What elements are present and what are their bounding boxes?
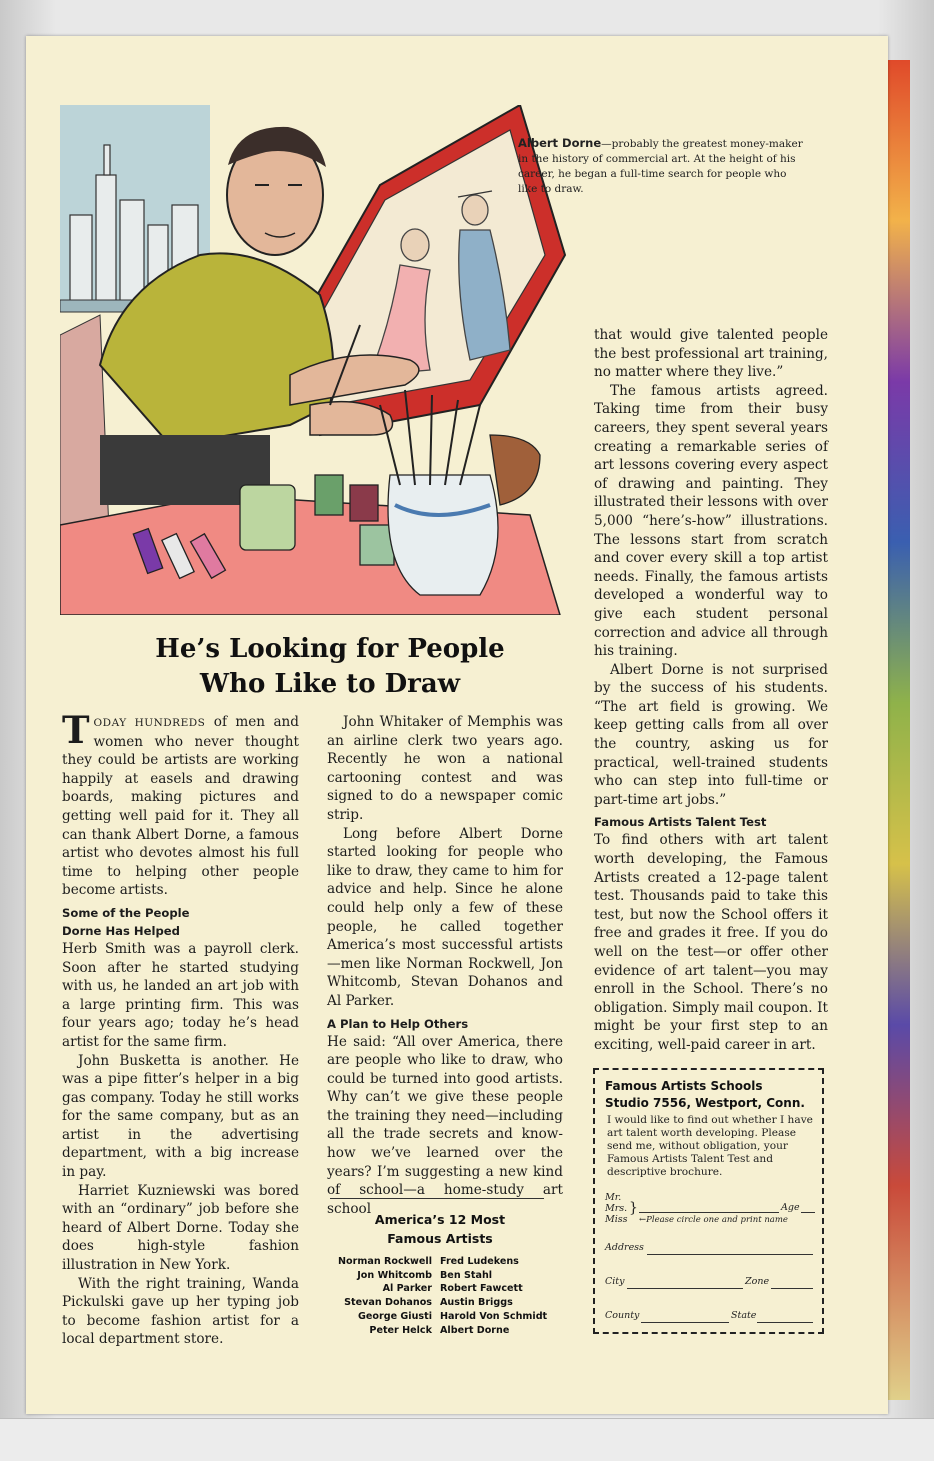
circle-note-text: Please circle one and print name: [646, 1215, 788, 1225]
subheading: A Plan to Help Others: [327, 1016, 469, 1031]
body-column-1: [62, 708, 300, 1349]
name-field[interactable]: [639, 1212, 779, 1213]
zone-field[interactable]: [771, 1288, 813, 1289]
artists-heading-line-2: Famous Artists: [387, 1231, 493, 1246]
artist-name: Fred Ludekens: [440, 1256, 519, 1267]
slab-bottom-edge: [0, 1418, 934, 1461]
salutation-options[interactable]: [605, 1192, 628, 1225]
salutation-miss[interactable]: Miss: [605, 1214, 628, 1225]
paragraph: Herb Smith was a payroll clerk. Soon after he started studying with us, he landed an art job with a large printing firm. This was four years ago; today he’s head artist for the same firm.: [62, 940, 299, 1050]
city-label: City: [605, 1276, 625, 1287]
paragraph: John Whitaker of Memphis was an airline clerk two years ago. Recently he won a national cartooning contest and was signed to do a newspaper comic strip.: [327, 714, 563, 823]
age-label: Age: [781, 1202, 800, 1213]
adjacent-cover-art-strip: [888, 60, 910, 1400]
paragraph: Harriet Kuzniewski was bored with an “ordinary” job before she heard of Albert Dorne. Today she does high-style fashion illustration in New York.: [62, 1182, 299, 1274]
paragraph: that would give talented people the best professional art training, no matter where they live.”: [594, 327, 828, 381]
coupon-title-line-1: Famous Artists Schools: [605, 1079, 763, 1093]
circle-note: ←Please circle one and print name: [639, 1215, 788, 1225]
artist-name: Norman Rockwell: [338, 1256, 432, 1267]
artists-heading-line-1: America’s 12 Most: [374, 1212, 506, 1227]
caption-text: —probably the greatest money-maker in the history of commercial art. At the height of his career, he began a full-time search for people who like to draw.: [518, 138, 803, 195]
paragraph: John Busketta is another. He was a pipe fitter’s helper in a big gas company. Today he still works for the same company, but as an artist in the advertising department, with a big increase in pay.: [62, 1052, 299, 1181]
coupon-body-text: I would like to find out whether I have art talent worth developing. Please send me, without obligation, your Famous Artists Talent Test and descriptive brochure.: [607, 1114, 813, 1178]
artist-name: George Giusti: [358, 1310, 432, 1322]
caption-name: Albert Dorne: [518, 136, 602, 150]
county-field[interactable]: [641, 1322, 729, 1323]
brace-glyph: }: [629, 1200, 638, 1216]
paragraph: He said: “All over America, there are people who like to draw, who could be turned into good artists. Why can’t we give these people the training they need—including all the trade secrets and know-how we’ve learned over the years? I’m suggesting a new kind of school—a home-study art school: [327, 1033, 563, 1217]
artists-box-heading: [330, 1210, 550, 1248]
state-label: State: [731, 1310, 757, 1321]
divider-rule: [330, 1198, 544, 1199]
artist-name: Jon Whitcomb: [357, 1269, 432, 1281]
lead-small-caps: ODAY HUNDREDS: [93, 717, 206, 729]
age-field[interactable]: [801, 1212, 815, 1213]
artist-name: Stevan Dohanos: [344, 1297, 432, 1309]
artist-name: Robert Fawcett: [440, 1283, 523, 1295]
artist-name: Al Parker: [382, 1283, 432, 1295]
paragraph: The famous artists agreed. Taking time from their busy careers, they spent several years creating a remarkable series of art lessons covering every aspect of drawing and painting. They illustrated their lessons with over 5,000 “here’s-how” illustrations. The lessons start from scratch and cover every skill a top artist needs. Finally, the famous artists developed a wonderful way to give each student personal correction and advice all through his training.: [594, 382, 828, 660]
coupon-title: [605, 1078, 805, 1112]
salutation-mrs[interactable]: Mrs.: [605, 1203, 628, 1214]
paragraph-text: of men and women who never thought they could be artists are working happily at easels and drawing boards, making pictures and getting well paid for it. They all can thank Albert Dorne, a famous artist who devotes almost his full time to helping other people become artists.: [62, 714, 300, 899]
city-field[interactable]: [627, 1288, 743, 1289]
state-field[interactable]: [757, 1322, 813, 1323]
illustration-caption: [518, 136, 808, 197]
artist-name: Ben Stahl: [440, 1269, 493, 1281]
subheading-line-2: Dorne Has Helped: [62, 923, 180, 938]
paragraph: [62, 708, 300, 900]
address-field[interactable]: [647, 1254, 813, 1255]
body-column-2: [327, 713, 563, 1218]
famous-artists-list: [318, 1255, 568, 1337]
paragraph: Long before Albert Dorne started looking for people who like to draw, they came to him for advice and help. Since he alone could help only a few of these people, he called together America’s most successful artists—men like Norman Rockwell, Jon Whitcomb, Stevan Dohanos and Al Parker.: [327, 825, 563, 1009]
artist-name: Peter Helck: [369, 1324, 432, 1336]
artist-row: [318, 1282, 568, 1296]
paragraph: To find others with art talent worth developing, the Famous Artists created a 12-page talent test. Thousands paid to take this test, but now the School offers it free and grades it free. If you do well on the test—or offer other evidence of art talent—you may enroll in the School. There’s no obligation. Simply mail coupon. It might be your first step to an exciting, well-paid career in art.: [594, 832, 828, 1053]
salutation-mr[interactable]: Mr.: [605, 1192, 622, 1203]
zone-label: Zone: [745, 1276, 770, 1287]
headline-line-1: He’s Looking for People: [155, 634, 505, 664]
drop-cap: T: [62, 708, 90, 752]
artist-name: Harold Von Schmidt: [440, 1310, 548, 1322]
subheading: [62, 904, 299, 940]
mail-in-coupon[interactable]: [593, 1068, 824, 1334]
body-column-3: [594, 326, 828, 1055]
subheading-line-1: Some of the People: [62, 905, 190, 920]
paragraph: Albert Dorne is not surprised by the success of his students. “The art field is growing. We keep getting calls from all over the country, asking us for practical, well-trained students who can step into full-time or part-time art jobs.”: [594, 661, 828, 808]
paragraph: With the right training, Wanda Pickulski gave up her typing job to become fashion artist for a local department store.: [62, 1275, 299, 1348]
ad-headline: [80, 632, 580, 702]
artist-name: Austin Briggs: [440, 1297, 513, 1309]
subheading: Famous Artists Talent Test: [594, 815, 767, 830]
artist-row: [318, 1255, 568, 1269]
coupon-title-line-2: Studio 7556, Westport, Conn.: [605, 1096, 805, 1110]
artist-name: Albert Dorne: [440, 1324, 510, 1336]
county-label: County: [605, 1310, 640, 1321]
artist-row: [318, 1269, 568, 1283]
address-label: Address: [605, 1242, 644, 1253]
artist-row: [318, 1324, 568, 1338]
artist-illustration: [60, 105, 570, 615]
headline-line-2: Who Like to Draw: [199, 669, 461, 699]
artist-row: [318, 1310, 568, 1324]
artist-row: [318, 1296, 568, 1310]
